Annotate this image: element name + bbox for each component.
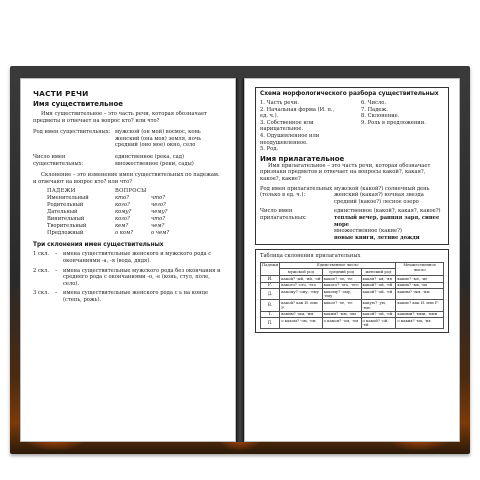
case-question-animate: кого? — [115, 216, 130, 223]
cases-table — [47, 188, 223, 237]
table-header-singular: Единственное число — [280, 262, 396, 269]
adjective-definition: Имя прилагательное – это часть речи, которая обозначает признаки предметов и отвечает на вопросы какой?, какая?, какое?, какие? — [260, 162, 431, 182]
case-row — [47, 223, 223, 230]
morphology-step: 3. Собственное или нарицательное. — [260, 119, 314, 133]
notebook-spine — [236, 78, 244, 442]
cases-header-cases: ПАДЕЖИ — [47, 188, 76, 195]
table-header-plural: Множественное число — [396, 262, 444, 275]
morphology-step: 7. Падеж. — [361, 106, 388, 113]
declension-dash: – — [55, 251, 58, 258]
case-row — [47, 209, 223, 216]
noun-number-block — [33, 154, 223, 167]
noun-gender-row: женский (она моя) земля, ночь — [115, 135, 202, 142]
morphology-step: 6. Число. — [361, 100, 387, 106]
adjective-number-row: теплый вечер, ранняя заря, синее море — [334, 214, 440, 228]
noun-gender-row: мужской (он мой) восмос, конь — [115, 129, 201, 136]
table-cell: какая? -ая, -яя — [361, 276, 396, 283]
noun-number-row: единственное (река, сад) — [115, 153, 184, 160]
case-row — [47, 216, 223, 223]
table-cell: о каком? -ом, -ем — [322, 318, 361, 329]
adjective-gender-row: женский (какая?) ночная звезда — [334, 192, 424, 199]
declension-description: имена существительные женского и мужского рода с окончаниями -а, -я (вода, дядя). — [63, 251, 212, 264]
case-question-inanimate: чего? — [151, 202, 166, 209]
adjective-gender-label: Род имен прилагательных (только в ед. ч.): — [260, 185, 333, 199]
case-name: Творительный — [47, 223, 87, 230]
table-cell: какой? -ый, -ий, -ой — [281, 275, 321, 281]
declension-number: 2 скл. — [33, 267, 50, 274]
table-cell-case: В. — [261, 300, 280, 311]
adjective-table-title: Таблица склонения прилагательных — [260, 253, 361, 260]
declension-item — [33, 251, 223, 264]
table-cell: какого? -ого, -его — [280, 282, 322, 289]
morphology-scheme-title: Схема морфологического разбора существительных — [260, 91, 439, 97]
case-question-animate: кто? — [115, 195, 129, 202]
table-cell: какую? -ую, -юю — [361, 300, 396, 311]
case-question-animate: о ком? — [115, 230, 134, 237]
noun-number-row: множественное (реки, сады) — [115, 160, 194, 167]
table-cell: какой? -ой, -ей — [361, 289, 396, 300]
case-question-inanimate: что? — [151, 216, 166, 223]
cases-header-questions: ВОПРОСЫ — [115, 188, 147, 195]
table-cell: каким? -ым, -им — [396, 289, 444, 300]
case-question-animate: кого? — [115, 202, 130, 209]
case-question-animate: кем? — [115, 223, 129, 230]
table-cell: какой? -ой, -ей — [361, 282, 396, 289]
noun-definition: Имя существительное – это часть речи, которая обозначает предметы и отвечает на вопрос кто? или что? — [33, 111, 207, 124]
case-name: Предложный — [47, 230, 84, 237]
table-cell-case: Т. — [261, 311, 280, 318]
case-question-inanimate: что? — [151, 195, 166, 202]
noun-gender-row: средний (оно мое) окно, село — [115, 142, 196, 149]
morphology-scheme-box — [255, 87, 449, 245]
declension-item — [33, 290, 223, 303]
table-header-masculine: мужской род — [280, 269, 322, 276]
table-header-feminine: женский род — [361, 269, 396, 276]
adjective-title: Имя прилагательное — [260, 154, 345, 163]
adjective-gender-row: средний (какое?) лесное озеро — [334, 198, 419, 205]
case-question-inanimate: о чем? — [151, 230, 170, 237]
noun-gender-label: Род имен существительных: — [33, 129, 111, 136]
case-name: Родительный — [47, 202, 84, 209]
adjective-declension-box — [255, 249, 449, 333]
adjective-number-label: Число имен прилагательных: — [260, 208, 307, 221]
case-row — [47, 202, 223, 209]
table-cell-case: Р. — [261, 282, 280, 289]
adjective-gender-block — [260, 186, 444, 206]
table-cell: какими? -ыми, -ими — [396, 311, 444, 318]
table-row — [261, 282, 444, 289]
table-cell: какому? -ому, -ему — [280, 289, 322, 300]
table-cell: каким? -ым, -им — [280, 311, 322, 318]
declension-number: 3 скл. — [33, 290, 50, 297]
three-declensions-title: Три склонения имен существительных — [33, 242, 164, 249]
table-cell: какой? как И. или Р. — [280, 300, 322, 311]
table-row — [261, 276, 444, 283]
parts-of-speech-title: ЧАСТИ РЕЧИ — [33, 89, 89, 98]
table-cell: каких? -ых, -их — [396, 282, 444, 289]
adjective-number-block — [260, 208, 444, 241]
adjective-number-row: единственное (какой?, какая?, какое?) — [334, 208, 441, 215]
table-cell: каким? -ым, -им — [322, 311, 361, 318]
case-question-inanimate: чем? — [151, 223, 165, 230]
table-cell-case: И. — [261, 276, 280, 283]
table-cell: о каких? -ых, -их — [396, 318, 444, 329]
case-row — [47, 230, 223, 237]
case-name: Винительный — [47, 216, 85, 223]
declension-number: 1 скл. — [33, 251, 50, 258]
declension-description: имена существительные мужского рода без окончания и среднего рода с окончаниями -о, -е (конь, стул, поле, село). — [63, 267, 221, 287]
morphology-step: 8. Склонение. — [361, 113, 400, 120]
morphology-step: 9. Роль в предложении. — [361, 119, 426, 126]
table-row — [261, 311, 444, 318]
table-cell: о какой? -ой, -ей — [361, 318, 396, 329]
right-inner-cover-page — [244, 78, 460, 442]
case-question-animate: кому? — [115, 209, 132, 216]
adjective-gender-row: мужской (какой?) солнечный день — [334, 185, 430, 192]
table-cell: какого? -ого, -его — [322, 282, 361, 289]
adjective-declension-table — [260, 262, 444, 330]
table-row — [261, 300, 444, 311]
morphology-step: 1. Часть речи. — [260, 100, 299, 106]
case-name: Дательный — [47, 209, 78, 216]
table-cell: какое? -ое, -ее — [322, 276, 361, 283]
noun-number-label: Число имен существительных: — [33, 153, 84, 167]
table-cell: какой? -ой, -ей — [361, 311, 396, 318]
left-inner-cover-page — [20, 78, 236, 442]
case-question-inanimate: чему? — [151, 209, 168, 216]
table-row — [261, 289, 444, 300]
declension-description: имена существительные женского рода с ь на конце (степь, рожь). — [63, 290, 209, 303]
table-cell: о каком? -ом, -ем — [280, 318, 322, 329]
case-name: Именительный — [47, 195, 89, 202]
noun-title: Имя существительное — [33, 100, 124, 108]
table-cell: какому? -ому, -ему — [322, 289, 361, 300]
table-cell: какие? -ые, -ие — [396, 276, 444, 283]
morphology-step: 2. Начальная форма (И. п., ед. ч.). — [260, 106, 335, 120]
declension-definition: Склонение – это изменение имен существительных по падежам. и отвечают на вопрос кто? или что? — [33, 172, 220, 185]
noun-gender-block — [33, 129, 223, 149]
adjective-number-row: новые книги, летние дожди — [334, 234, 420, 241]
morphology-step: 5. Род. — [260, 146, 279, 153]
table-header-neuter: средний род — [322, 269, 361, 276]
table-row — [261, 318, 444, 329]
table-header-cases: Падежи — [261, 262, 280, 275]
declension-dash: – — [55, 267, 58, 274]
adjective-number-row: множественное (какие?) — [334, 228, 402, 235]
table-cell-case: Д. — [261, 289, 280, 300]
table-cell: какое? -ое, -ее — [322, 300, 361, 311]
declension-dash: – — [55, 290, 58, 297]
table-cell: какие? как И. или Р. — [396, 300, 444, 311]
table-cell-case: П. — [261, 318, 280, 329]
declension-item — [33, 268, 223, 288]
morphology-step: 4. Одушевленное или неодушевленное. — [260, 132, 320, 146]
case-row — [47, 195, 223, 202]
